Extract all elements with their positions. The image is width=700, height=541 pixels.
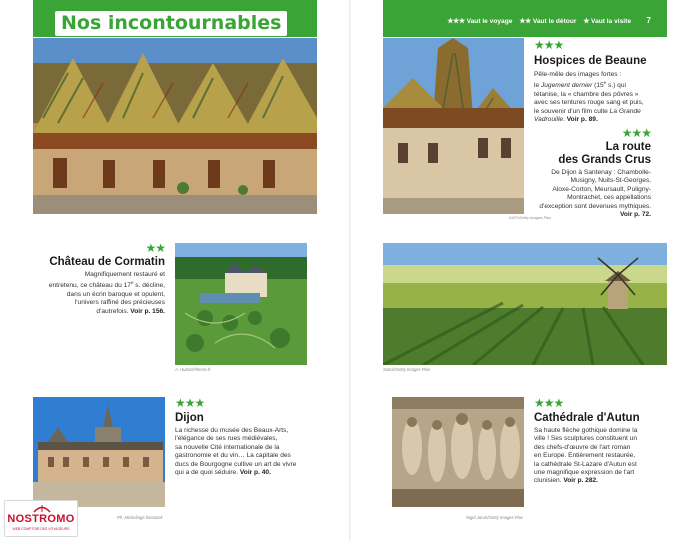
page-reference: Voir p. 282. — [563, 477, 599, 485]
entry-hospices-de-beaune — [534, 39, 674, 125]
entry-description: Sa haute flèche gothique domine la ville ! Ses sculptures constituent un des chefs-d'œuvre de l'art roman en Europe. Entièrement restaurée, la cathédrale St-Lazare d'Autun est une magnifique expression de l'art clunisien. Voir p. 282. — [534, 427, 638, 485]
entry-description: Magnifiquement restauré et entretenu, ce château du 17e s. décline, dans un écrin baroque et opulent, l'univers raffiné des précieuses d'autrefois. Voir p. 156. — [48, 271, 165, 315]
photo-vineyard-windmill — [383, 243, 667, 365]
entry-title: Château de Cormatin — [49, 256, 165, 268]
photo-hospices-roof — [383, 38, 524, 214]
credit-cormatin: A. Hubrich/hemis.fr — [175, 367, 211, 372]
entry-title: Hospices de Beaune — [534, 55, 647, 67]
entry-title: La route des Grands Crus — [558, 141, 651, 166]
page-reference: Voir p. 40. — [239, 469, 271, 477]
legend-stars-3: ★★★ — [447, 18, 465, 25]
entry-title: Dijon — [175, 412, 204, 424]
section-title: Nos incontournables — [61, 12, 282, 34]
logo-tagline: WEB COMPTOIR DES VOYAGEURS — [12, 527, 70, 531]
entry-description: La richesse du musée des Beaux-Arts, l'élégance de ses rues médiévales, sa nouvelle Cité internationale de la gastronomie et du vin… La capitale des ducs de Bourgogne cultive un art de vivre qui a de quoi séduire. Voir p. 40. — [175, 427, 297, 477]
entry-chateau-de-cormatin — [40, 242, 165, 316]
page-reference: Voir p. 156. — [130, 307, 165, 315]
rating-stars: ★★ — [145, 241, 165, 255]
legend-label-2: Vaut le détour — [532, 18, 577, 25]
credit-dijon: Ph. Michel/age fotostock — [117, 515, 163, 520]
credit-vineyard: Sotiris/Getty Images Plus — [383, 367, 431, 372]
legend-label-3: Vaut le voyage — [466, 18, 513, 25]
credit-beaune: KATO/Getty Images Plus — [509, 216, 552, 220]
entry-dijon — [175, 397, 315, 477]
logo-name: NOSTROMO — [7, 513, 75, 525]
page-number: 7 — [646, 16, 651, 25]
rating-stars: ★★★ — [534, 38, 564, 52]
entry-cathedrale-autun — [534, 397, 674, 486]
legend-label-1: Vaut la visite — [591, 18, 631, 25]
entry-description: De Dijon à Santenay : Chambolle- Musigny, Nuits-St-Georges, Aloxe-Corton, Meursault, Puligny- Montrachet, ces appellations d'exception sont devenues mythiques. Voir p. 72. — [539, 169, 651, 219]
entry-route-des-grands-crus — [531, 127, 651, 219]
section-title-tab — [55, 11, 287, 36]
page-gutter — [349, 0, 351, 541]
legend-stars-2: ★★ — [519, 18, 531, 25]
star-legend — [383, 17, 631, 25]
legend-header-bar — [383, 0, 667, 37]
photo-hospices-courtyard — [33, 38, 317, 214]
photo-chateau-cormatin — [175, 243, 307, 365]
page-reference: Voir p. 72. — [619, 211, 651, 219]
rating-stars: ★★★ — [621, 126, 651, 140]
section-header-bar — [33, 0, 317, 37]
rating-stars: ★★★ — [534, 396, 564, 410]
entry-title: Cathédrale d'Autun — [534, 412, 640, 424]
rating-stars: ★★★ — [175, 396, 205, 410]
page-reference: Voir p. 89. — [566, 116, 598, 124]
legend-stars-1: ★ — [583, 18, 590, 25]
entry-description: Pêle-mêle des images fortes : le Jugement dernier (15e s.) qui tétanise, la « chambre des pôvres » avec ses tentures rouge sang et puis, le souvenir d'un film culte La Grande Vadrouille. Voir p. 89. — [534, 71, 644, 124]
nostromo-logo[interactable] — [4, 500, 78, 537]
credit-autun: Nigel Jarvis/Getty Images Plus — [466, 515, 524, 520]
photo-dijon — [33, 397, 165, 507]
logo-mark-icon — [33, 503, 51, 513]
photo-autun-sculpture — [392, 397, 524, 507]
